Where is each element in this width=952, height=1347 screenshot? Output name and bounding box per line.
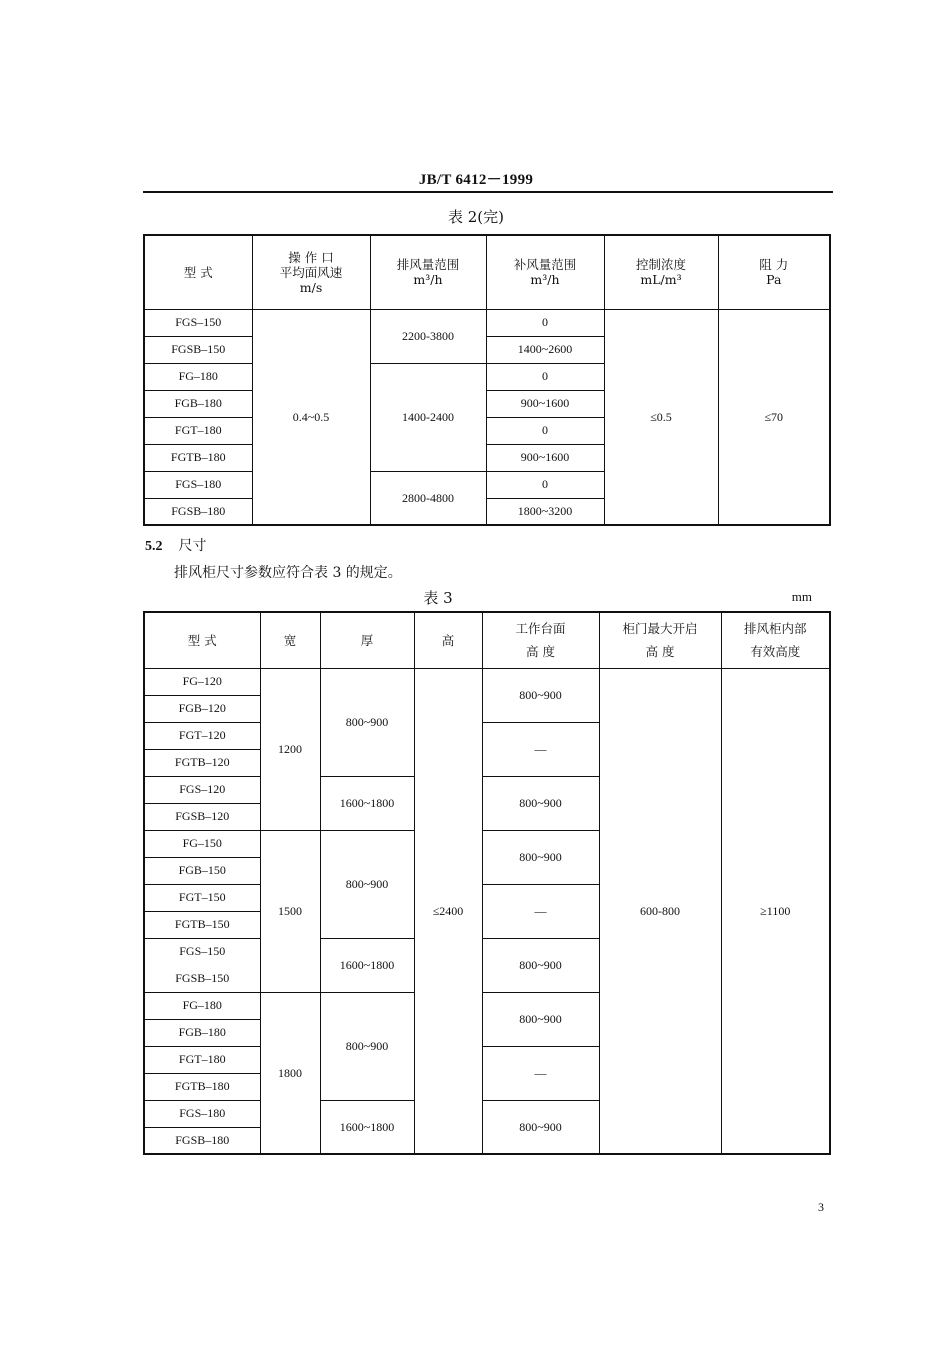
table2-caption: 表 2(完) [447, 208, 505, 226]
t3-model: FGS–150 [144, 938, 260, 965]
t3-header-width: 宽 [260, 612, 320, 668]
t2-header-resist: 阻 力 Pa [718, 235, 830, 309]
t2-makeup: 900~1600 [486, 390, 604, 417]
t2-header-exhaust: 排风量范围 m³/h [370, 235, 486, 309]
t2-speed: 0.4~0.5 [252, 309, 370, 525]
t2-model: FGS–180 [144, 471, 252, 498]
t3-model: FGTB–120 [144, 749, 260, 776]
standard-number: JB/T 6412－1999 [418, 172, 534, 188]
t2-conc: ≤0.5 [604, 309, 718, 525]
t3-worktop: 800~900 [482, 938, 599, 992]
t2-makeup: 1400~2600 [486, 336, 604, 363]
t2-header-makeup: 补风量范围 m³/h [486, 235, 604, 309]
t2-model: FGTB–180 [144, 444, 252, 471]
table3-unit: mm [791, 589, 812, 604]
t2-resist: ≤70 [718, 309, 830, 525]
t2-makeup: 0 [486, 309, 604, 336]
t3-width: 1500 [260, 830, 320, 992]
t3-height: ≤2400 [414, 668, 482, 1154]
t2-makeup: 1800~3200 [486, 498, 604, 525]
t2-model: FGSB–150 [144, 336, 252, 363]
t3-model: FGTB–180 [144, 1073, 260, 1100]
t2-makeup: 0 [486, 363, 604, 390]
t3-model: FGB–120 [144, 695, 260, 722]
t2-model: FG–180 [144, 363, 252, 390]
t2-exhaust: 1400-2400 [370, 363, 486, 471]
t2-model: FGSB–180 [144, 498, 252, 525]
t3-thick: 1600~1800 [320, 1100, 414, 1154]
t2-exhaust: 2200-3800 [370, 309, 486, 363]
t3-worktop: — [482, 884, 599, 938]
t3-model: FG–120 [144, 668, 260, 695]
t3-worktop: 800~900 [482, 1100, 599, 1154]
t3-model: FGSB–150 [144, 965, 260, 992]
t3-model: FGT–150 [144, 884, 260, 911]
t3-model: FGB–180 [144, 1019, 260, 1046]
t3-model: FG–180 [144, 992, 260, 1019]
t3-worktop: 800~900 [482, 776, 599, 830]
t3-worktop: 800~900 [482, 992, 599, 1046]
t3-width: 1200 [260, 668, 320, 830]
t3-worktop: 800~900 [482, 668, 599, 722]
t3-model: FGT–180 [144, 1046, 260, 1073]
header-rule [143, 191, 833, 193]
t2-model: FGT–180 [144, 417, 252, 444]
t3-model: FGT–120 [144, 722, 260, 749]
t3-model: FGS–180 [144, 1100, 260, 1127]
t2-header-conc: 控制浓度 mL/m³ [604, 235, 718, 309]
t3-worktop: — [482, 722, 599, 776]
t3-width: 1800 [260, 992, 320, 1154]
table2 [143, 234, 831, 526]
t3-thick: 800~900 [320, 668, 414, 776]
t3-model: FGB–150 [144, 857, 260, 884]
table3 [143, 611, 831, 1155]
t2-model: FGB–180 [144, 390, 252, 417]
t3-thick: 800~900 [320, 830, 414, 938]
t2-header-speed: 操 作 口 平均面风速 m/s [252, 235, 370, 309]
t3-thick: 1600~1800 [320, 776, 414, 830]
t3-model: FGTB–150 [144, 911, 260, 938]
table3-caption: 表 3 [423, 589, 453, 607]
t3-header-model: 型 式 [144, 612, 260, 668]
t3-model: FG–150 [144, 830, 260, 857]
t2-makeup: 0 [486, 471, 604, 498]
t2-makeup: 0 [486, 417, 604, 444]
section-text: 排风柜尺寸参数应符合表 3 的规定。 [174, 565, 402, 581]
t2-exhaust: 2800-4800 [370, 471, 486, 525]
t3-thick: 800~900 [320, 992, 414, 1100]
section-heading [145, 535, 207, 555]
t2-header-model: 型 式 [144, 235, 252, 309]
t2-model: FGS–150 [144, 309, 252, 336]
t3-header-height: 高 [414, 612, 482, 668]
t3-worktop: 800~900 [482, 830, 599, 884]
t3-header-door: 柜门最大开启 高 度 [599, 612, 721, 668]
t3-model: FGSB–120 [144, 803, 260, 830]
section-title: 尺寸 [178, 538, 207, 554]
t3-model: FGS–120 [144, 776, 260, 803]
t2-makeup: 900~1600 [486, 444, 604, 471]
t3-header-worktop: 工作台面 高 度 [482, 612, 599, 668]
section-number: 5.2 [145, 539, 163, 554]
t3-model: FGSB–180 [144, 1127, 260, 1154]
t3-header-inner: 排风柜内部 有效高度 [721, 612, 830, 668]
t3-thick: 1600~1800 [320, 938, 414, 992]
t3-header-thick: 厚 [320, 612, 414, 668]
page-number: 3 [818, 1200, 824, 1214]
t3-worktop: — [482, 1046, 599, 1100]
t3-door: 600-800 [599, 668, 721, 1154]
t3-inner: ≥1100 [721, 668, 830, 1154]
